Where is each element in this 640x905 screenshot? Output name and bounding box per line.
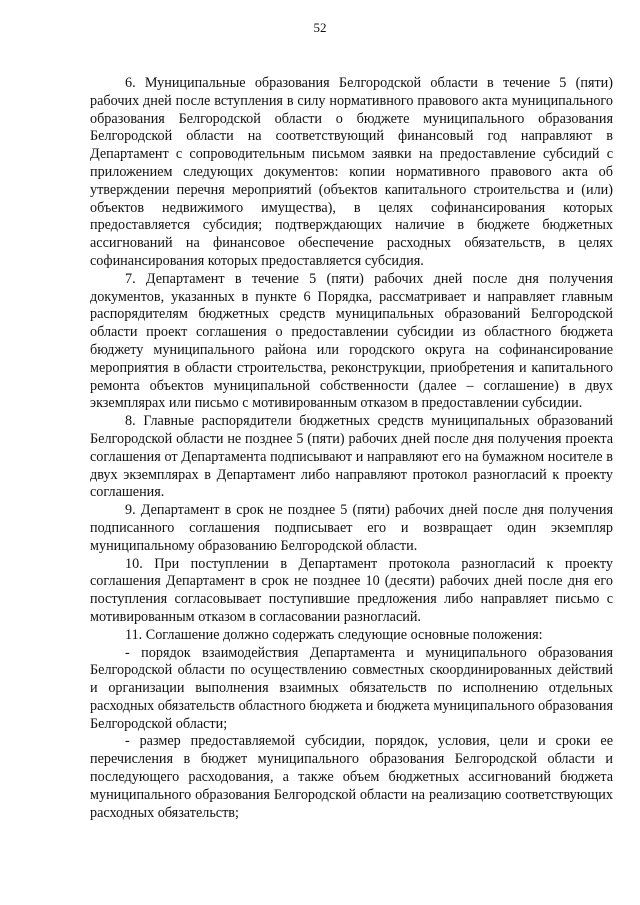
list-item-subsidy-amount: - размер предоставляемой субсидии, порядок, условия, цели и сроки ее перечисления в бюджет муниципального образования Белгородской области и последующего расходования, а также объем бюджетных ассигнований бюджета муниципального образования Белгородской области на реализацию соответствующих расходных обязательств; (90, 733, 613, 821)
list-item-interaction-procedure: - порядок взаимодействия Департамента и муниципального образования Белгородской области по осуществлению совместных скоординированных действий и организации выполнения взаимных обязательств по исполнению отдельных расходных обязательств областного бюджета и бюджета муниципального образования Белгородской области; (90, 644, 613, 732)
page-number: 52 (313, 20, 327, 35)
document-body (90, 75, 613, 822)
paragraph-9: 9. Департамент в срок не позднее 5 (пяти) рабочих дней после дня получения подписанного соглашения подписывает его и возвращает один экземпляр муниципальному образованию Белгородской области. (90, 502, 613, 554)
paragraph-6: 6. Муниципальные образования Белгородской области в течение 5 (пяти) рабочих дней после вступления в силу нормативного правового акта муниципального образования Белгородской области о бюджете муниципального образования Белгородской области на соответствующий финансовый год направляют в Департамент с сопроводительным письмом заявки на предоставление субсидий с приложением следующих документов: копии нормативного правового акта об утверждении перечня мероприятий (объектов капитального строительства и (или) объектов недвижимого имущества), в целях софинансирования которых предоставляется субсидия; подтверждающих наличие в бюджете бюджетных ассигнований на финансовое обеспечение расходных обязательств, в целях софинансирования которых предоставляется субсидия. (90, 75, 613, 269)
paragraph-11: 11. Соглашение должно содержать следующие основные положения: (125, 626, 543, 643)
paragraph-7: 7. Департамент в течение 5 (пяти) рабочих дней после дня получения документов, указанных в пункте 6 Порядка, рассматривает и направляет главным распорядителям бюджетных средств муниципальных образований Белгородской области проект соглашения о предоставлении субсидии из областного бюджета бюджету муниципального района или городского округа на софинансирование мероприятия в области строительства, реконструкции, приобретения и капитального ремонта объектов муниципальной собственности (далее – соглашение) в двух экземплярах или письмо с мотивированным отказом в предоставлении субсидии. (90, 270, 613, 412)
paragraph-10: 10. При поступлении в Департамент протокола разногласий к проекту соглашения Департамент в срок не позднее 10 (десяти) рабочих дней после дня его поступления согласовывает поступившие предложения либо направляет письмо с мотивированным отказом в согласовании разногласий. (90, 555, 613, 625)
paragraph-8: 8. Главные распорядители бюджетных средств муниципальных образований Белгородской области не позднее 5 (пяти) рабочих дней после дня получения проекта соглашения от Департамента подписывают и направляют его на бумажном носителе в двух экземплярах в Департамент либо направляют протокол разногласий к проекту соглашения. (90, 413, 613, 501)
